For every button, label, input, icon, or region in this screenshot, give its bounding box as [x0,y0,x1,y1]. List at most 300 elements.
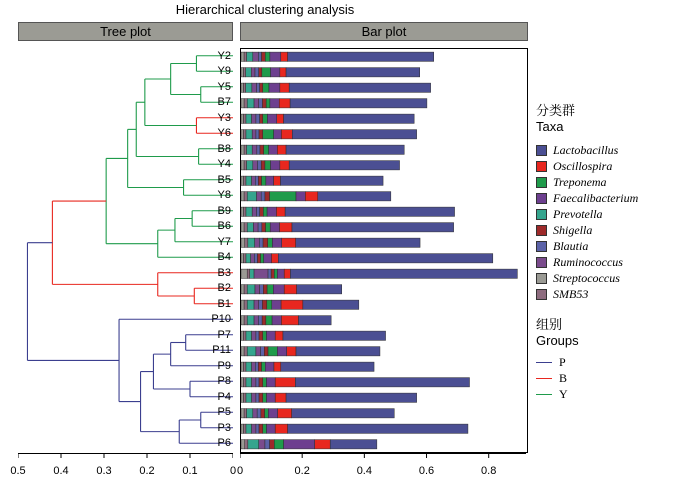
bar-segment [270,99,279,108]
tree-axis-tick: 0.3 [96,465,112,477]
tree-axis-tick: 0.5 [10,465,26,477]
bar-segment [258,223,262,232]
bar-segment [277,269,284,278]
bar-segment [254,316,258,325]
legend-swatch [536,145,547,156]
bar-segment [286,145,404,154]
legend-label: Prevotella [553,206,603,221]
legend-item-taxon[interactable] [536,254,696,270]
bar-segment [241,300,244,309]
bar-segment [305,192,317,201]
bar-segment [262,68,271,77]
bar-segment [241,176,243,185]
bar-segment [248,440,259,449]
bar-segment [263,207,267,216]
legend-line [536,378,552,379]
sample-label: P3 [217,421,231,434]
bar-segment [276,207,285,216]
bar-segment [285,207,454,216]
bar-segment [252,207,256,216]
bar-segment [289,83,430,92]
bar-segment [256,331,259,340]
bar-segment [270,192,296,201]
bar-segment [255,285,260,294]
bar-segment [262,52,266,61]
tree-axis-tick: 0.2 [139,465,155,477]
bar-segment [244,192,247,201]
bar-axis-tick: 0.4 [356,465,372,477]
bar-segment [248,238,255,247]
bar-segment [246,331,252,340]
bar-segment [278,254,493,263]
bar-segment [275,424,287,433]
bar-segment [241,238,245,247]
legend-label: Lactobacillus [553,142,619,157]
sample-label: P6 [217,437,231,450]
bar-segment [259,68,262,77]
bar-segment [241,347,244,356]
bar-segment [272,316,281,325]
bar-segment [256,424,259,433]
legend-swatch [536,161,547,172]
sample-label: P10 [211,313,231,326]
legend-label: Streptococcus [553,270,620,285]
bar-segment [252,83,257,92]
bar-segment [318,192,391,201]
bar-segment [284,440,315,449]
bar-segment [243,254,245,263]
legend-item-taxon[interactable] [536,222,696,238]
bar-segment [299,316,332,325]
legend-label: P [559,354,566,369]
bar-segment [246,424,252,433]
bar-segment [253,161,258,170]
bar-segment [292,223,454,232]
bar-segment [247,285,255,294]
bar-segment [266,378,275,387]
sample-label: Y9 [217,65,231,78]
bar-segment [265,192,270,201]
sample-label: B5 [217,173,231,186]
tree-axis-tick: 0.4 [53,465,69,477]
bar-segment [266,176,274,185]
sample-label: P4 [217,390,231,403]
bar-segment [280,223,292,232]
bar-segment [290,269,517,278]
bar-axis-tick: 0.6 [418,465,435,477]
bar-segment [252,145,257,154]
bar-segment [266,316,272,325]
bar-segment [260,145,264,154]
bar-segment [263,238,268,247]
bar-segment [259,238,263,247]
bar-segment [244,300,247,309]
bar-segment [265,440,270,449]
bar-segment [247,409,253,418]
bar-segment [244,409,246,418]
legend-label: Oscillospira [553,158,613,173]
bar-segment [265,362,274,371]
bar-segment [274,130,282,139]
bar-segment [241,424,243,433]
bar-segment [265,52,270,61]
bar-segment [270,223,279,232]
bar-segment [281,300,303,309]
bar-segment [241,99,244,108]
sample-label: B7 [217,96,231,109]
sample-label: Y6 [217,127,231,140]
bar-segment [245,440,248,449]
legend-label: Blautia [553,238,589,253]
bar-segment [270,440,275,449]
tree-axis-tick: 0 [229,465,237,477]
legend-swatch [536,273,547,284]
bar-segment [263,285,267,294]
bar-segment [258,362,261,371]
bar-segment [244,285,247,294]
bar-segment [246,114,252,123]
bar-segment [243,362,245,371]
sample-label: P5 [217,406,231,419]
bar-axis [236,453,528,481]
sample-label: P11 [212,344,231,357]
sample-label: P9 [217,359,231,372]
bar-segment [262,176,266,185]
bar-segment [243,114,245,123]
bar-segment [247,223,253,232]
bar-segment [268,347,277,356]
bar-segment [246,207,252,216]
bar-segment [244,52,246,61]
legend-item-group[interactable] [536,386,696,402]
bar-segment [252,393,256,402]
bar-segment [255,176,258,185]
legend-line [536,394,552,395]
bar-segment [259,99,263,108]
bar-axis-tick: 0.8 [481,465,497,477]
bar-segment [252,424,256,433]
groups-title-en: Groups [536,333,579,348]
bar-segment [283,331,386,340]
bar-segment [281,316,298,325]
sample-label: Y3 [217,111,231,124]
legend-label: B [559,370,568,385]
bar-segment [241,223,244,232]
bar-segment [281,52,288,61]
bar-segment [277,347,286,356]
bar-segment [241,192,244,201]
sample-label: Y2 [217,49,231,62]
legend-item-taxon[interactable] [536,142,696,158]
bar-segment [269,145,278,154]
bar-segment [277,114,284,123]
bar-segment [280,161,289,170]
bar-segment [284,114,415,123]
legend-item-taxon[interactable] [536,174,696,190]
bar-segment [288,424,468,433]
bar-axis-tick: 0.2 [294,465,310,477]
bar-segment [268,269,271,278]
bar-segment [274,440,283,449]
bar-segment [253,52,259,61]
bar-segment [267,300,272,309]
chart-title: Hierarchical clustering analysis [175,2,355,17]
bar-segment [284,269,290,278]
bar-segment [241,83,243,92]
sample-label: B6 [217,220,231,233]
bar-segment [267,114,276,123]
bar-segment [263,393,267,402]
bar-segment [271,68,280,77]
bar-segment [259,424,263,433]
bar-segment [279,99,290,108]
taxa-title-cn: 分类群 [536,103,576,118]
bar-segment [244,316,247,325]
bar-segment [247,347,256,356]
bar-plot [240,48,528,453]
bar-segment [241,52,244,61]
bar-segment [274,362,281,371]
bar-segment [243,176,245,185]
bar-segment [241,362,243,371]
bar-segment [259,331,263,340]
bar-segment [244,145,246,154]
bar-segment [265,161,271,170]
sample-label: Y4 [217,158,231,171]
bar-segment [260,114,263,123]
bar-segment [258,176,261,185]
bar-segment [287,347,296,356]
legend-line [536,362,552,363]
bar-segment [281,130,292,139]
bar-segment [243,424,245,433]
sample-label: P7 [217,328,231,341]
bar-segment [258,52,261,61]
legend-label: Faecalibacterium [553,190,639,205]
legend-item-group[interactable] [536,370,696,386]
legend-item-taxon[interactable] [536,238,696,254]
tree-axis-tick: 0.1 [182,465,198,477]
sample-label: B8 [217,142,231,155]
bar-segment [247,161,253,170]
bar-segment [243,130,245,139]
bar-segment [251,254,255,263]
bar-segment [290,99,427,108]
bar-segment [246,393,252,402]
bar-axis-tick: 0 [236,465,244,477]
bar-segment [257,409,261,418]
bar-segment [259,378,263,387]
bar-segment [268,409,277,418]
bar-segment [256,378,259,387]
bar-segment [266,223,271,232]
bar-segment [252,378,256,387]
bar-segment [315,440,331,449]
legend-label: Shigella [553,222,593,237]
bar-segment [257,207,260,216]
bar-segment [251,68,255,77]
bar-panel-label: Bar plot [361,24,407,39]
bar-segment [246,83,252,92]
bar-segment [292,130,416,139]
bar-segment [303,300,359,309]
legend-swatch [536,209,547,220]
taxa-title-en: Taxa [536,119,564,134]
bar-segment [254,254,257,263]
bar-segment [297,285,342,294]
bar-segment [261,192,265,201]
bar-segment [257,145,260,154]
legend-item-taxon[interactable] [536,158,696,174]
bar-segment [269,83,280,92]
legend-item-group[interactable] [536,354,696,370]
bar-segment [257,161,261,170]
legend-swatch [536,193,547,204]
legend-item-taxon[interactable] [536,206,696,222]
bar-segment [241,68,243,77]
bar-segment [253,223,258,232]
bar-segment [243,68,245,77]
bar-segment [261,347,265,356]
sample-label: P8 [217,375,231,388]
legend-item-taxon[interactable] [536,190,696,206]
bar-segment [243,207,245,216]
bar-segment [286,393,417,402]
bar-segment [266,99,270,108]
bar-segment [257,192,262,201]
bar-segment [260,285,264,294]
bar-segment [271,254,278,263]
bar-segment [260,207,264,216]
bar-segment [254,99,259,108]
bar-segment [247,316,254,325]
bar-segment [259,130,263,139]
bar-segment [247,145,253,154]
legend-label: Treponema [553,174,607,189]
tree-panel-header [18,22,233,41]
tree-panel-label: Tree plot [100,24,151,39]
bar-segment [255,238,260,247]
bar-segment [244,161,246,170]
sample-label: B3 [217,266,231,279]
bar-segment [274,269,277,278]
bar-segment [246,130,252,139]
bar-segment [277,145,286,154]
bar-segment [273,285,284,294]
bar-segment [252,130,256,139]
bar-segment [243,83,245,92]
bar-segment [241,440,245,449]
legend-item-taxon[interactable] [536,270,696,286]
groups-title-cn: 组别 [536,317,563,332]
taxa-legend-list [536,142,696,302]
bar-segment [275,331,283,340]
bar-segment [296,192,305,201]
bar-segment [259,300,263,309]
bar-segment [288,52,434,61]
sample-label: B2 [217,282,231,295]
bar-segment [330,440,377,449]
bar-segment [263,331,267,340]
bar-panel-header [240,22,528,41]
sample-labels [185,48,235,453]
bar-segment [272,238,281,247]
legend-swatch [536,177,547,188]
bar-segment [272,300,281,309]
legend-swatch [536,225,547,236]
bar-segment [268,238,273,247]
bar-segment [246,254,251,263]
bar-segment [261,254,264,263]
bar-segment [241,145,244,154]
bar-segment [241,114,243,123]
bar-segment [247,52,253,61]
bar-segment [261,161,265,170]
bar-segment [260,83,263,92]
bar-segment [265,409,269,418]
bar-segment [274,176,281,185]
legend-label: SMB53 [553,286,589,301]
bar-segment [263,83,269,92]
bar-segment [270,52,281,61]
bar-segment [295,378,469,387]
bar-segment [253,409,257,418]
bar-segment [241,207,243,216]
bar-segment [243,331,245,340]
bar-segment [280,176,383,185]
sample-label: B9 [217,204,231,217]
sample-label: Y8 [217,189,231,202]
bar-segment [241,130,243,139]
bar-segment [262,223,266,232]
bar-segment [263,114,268,123]
bar-segment [252,176,256,185]
tree-axis [10,453,237,481]
bar-segment [244,99,247,108]
bar-segment [254,269,268,278]
bar-segment [258,316,262,325]
bar-segment [261,409,265,418]
legend-item-taxon[interactable] [536,286,696,302]
bar-segment [256,130,259,139]
bar-segment [262,300,266,309]
bar-segment [275,378,295,387]
bar-segment [263,130,274,139]
bar-segment [282,238,296,247]
bar-segment [241,161,244,170]
bar-segment [264,254,272,263]
bar-segment [280,68,286,77]
bar-segment [266,331,275,340]
sample-label: Y7 [217,235,231,248]
bar-segment [247,300,254,309]
bar-segment [255,362,258,371]
bar-segment [252,362,256,371]
bar-segment [246,362,252,371]
sample-label: Y5 [217,80,231,93]
bar-segment [263,424,267,433]
bar-segment [296,238,420,247]
bar-segment [267,207,276,216]
bar-segment [257,83,260,92]
bar-segment [271,269,274,278]
bar-segment [244,223,247,232]
bar-segment [241,269,247,278]
bar-segment [256,114,260,123]
bar-segment [267,285,273,294]
bar-segment [271,161,280,170]
bar-segment [296,347,380,356]
